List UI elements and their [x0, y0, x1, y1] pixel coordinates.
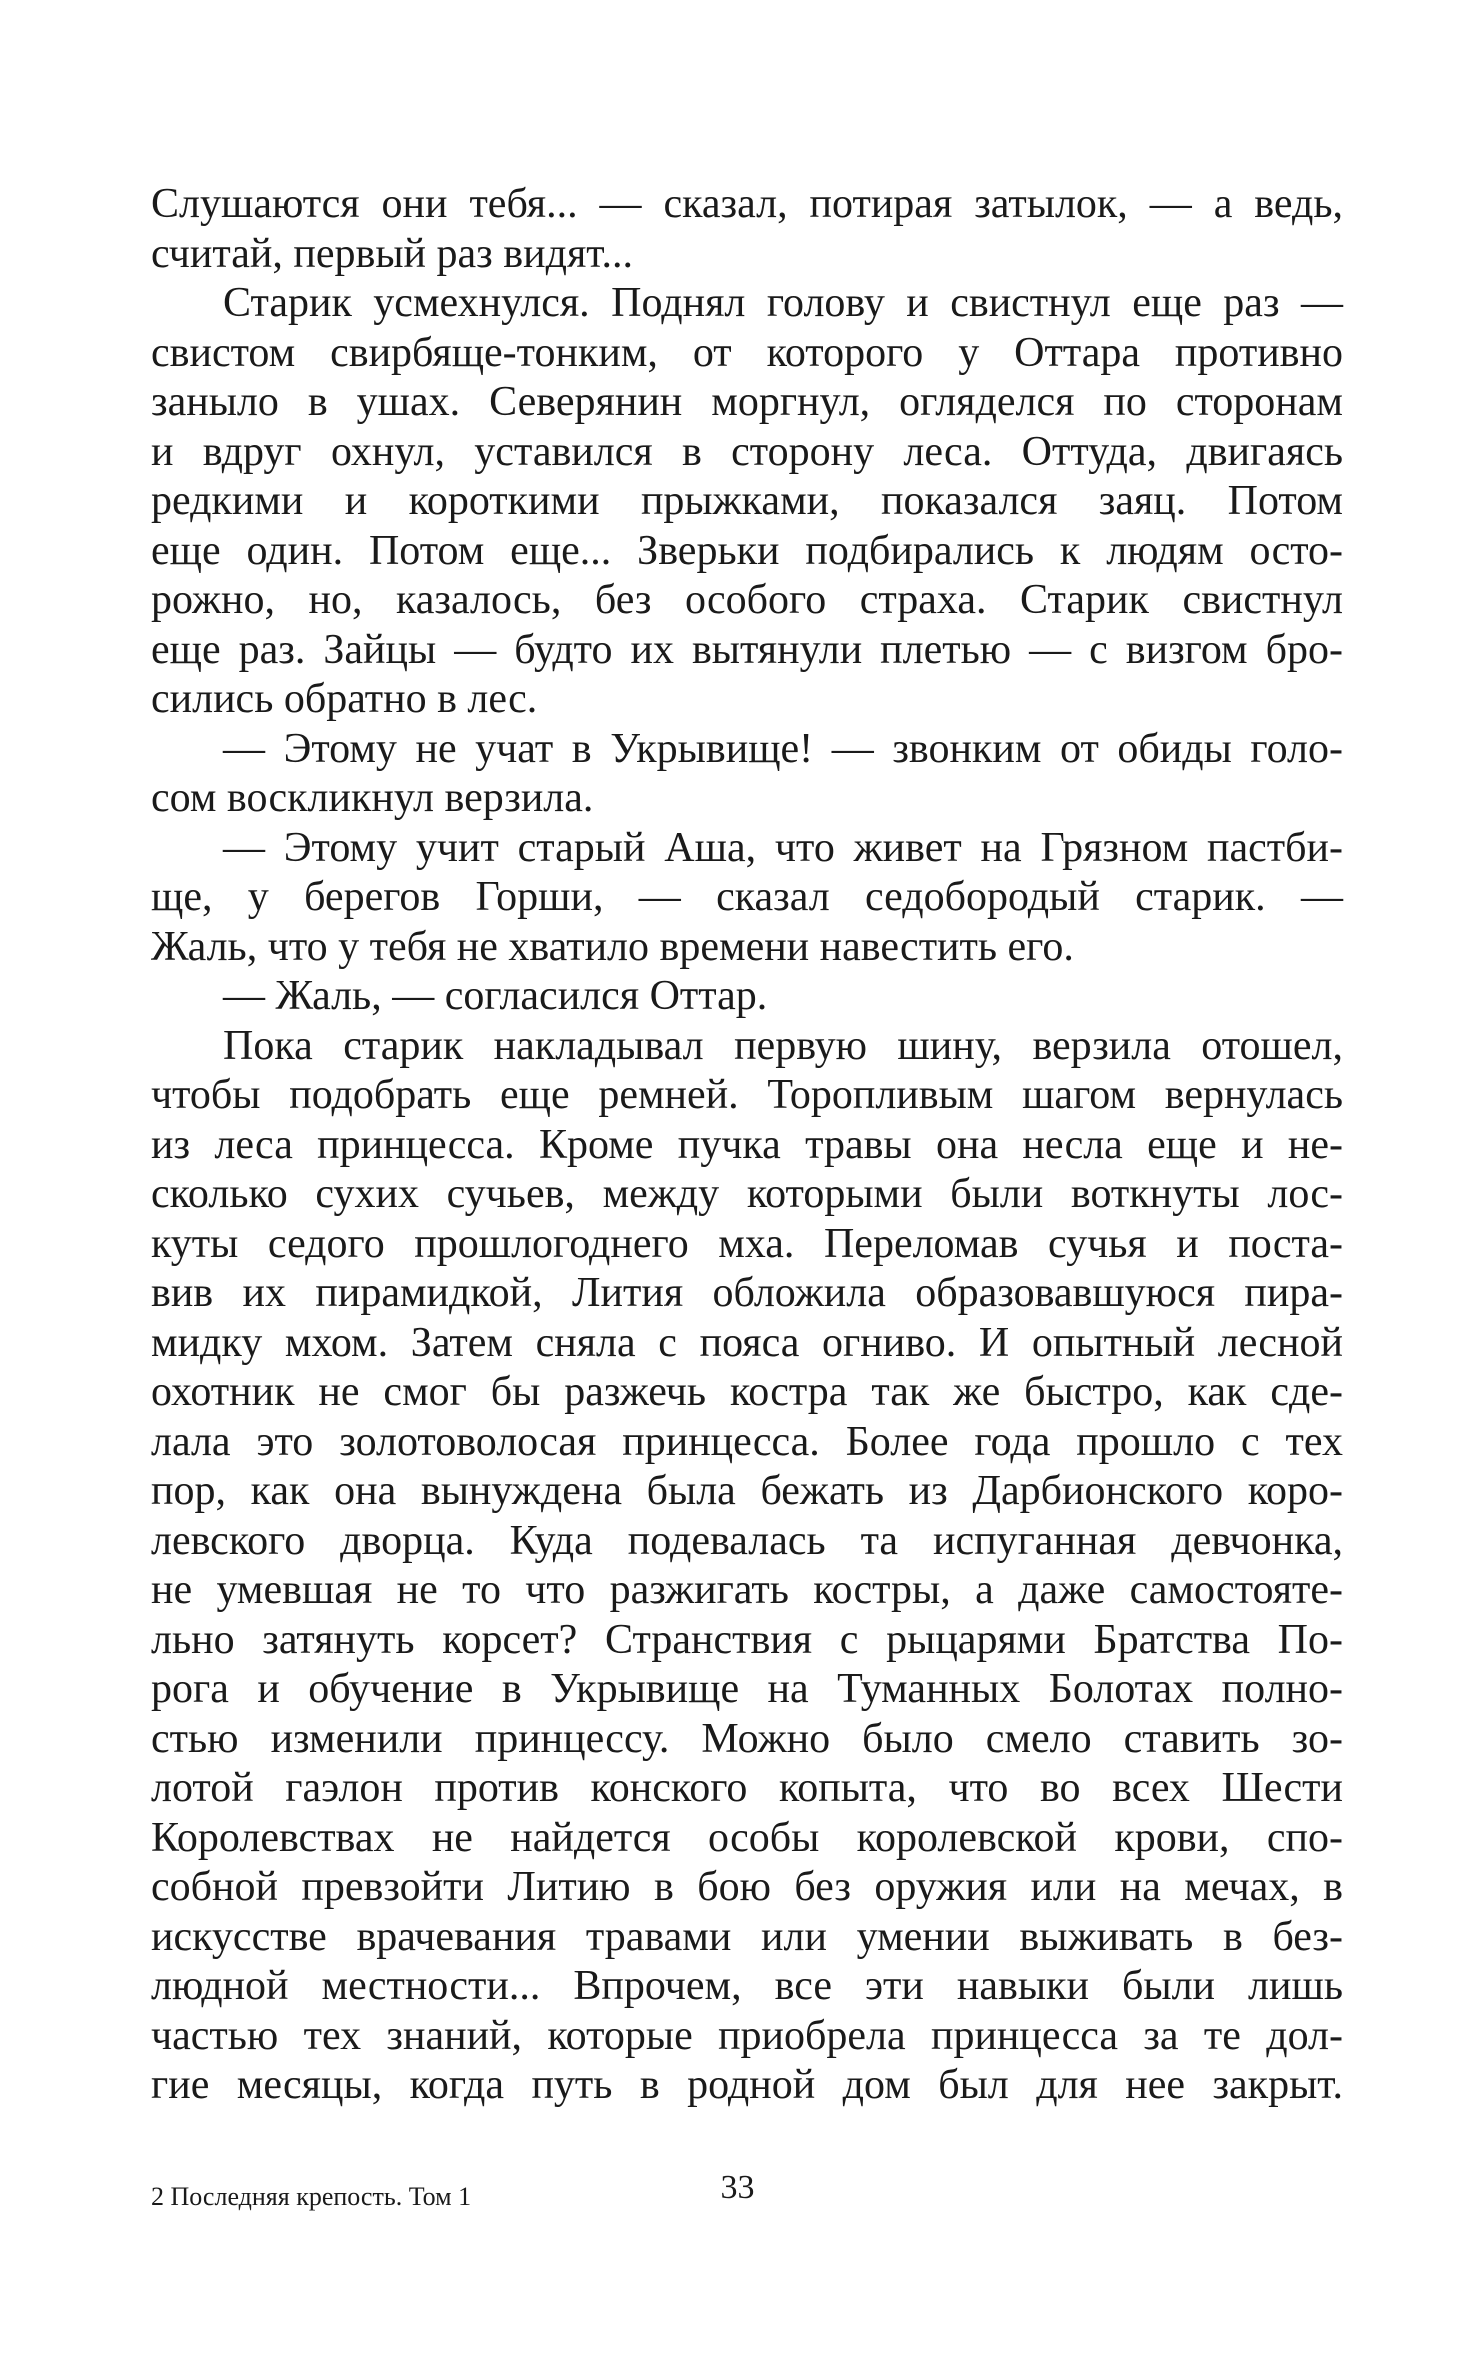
text-line: заныло в ушах. Северянин моргнул, огляделся по сторонам: [151, 379, 1343, 425]
text-line: редкими и короткими прыжками, показался заяц. Потом: [151, 478, 1343, 524]
text-line: еще один. Потом еще... Зверьки подбирались к людям осто-: [151, 527, 1343, 574]
text-line: чтобы подобрать еще ремней. Торопливым шагом вернулась: [151, 1072, 1343, 1118]
text-line: сом воскликнул верзила.: [151, 775, 594, 821]
text-line: из леса принцесса. Кроме пучка травы она несла еще и не-: [151, 1121, 1343, 1168]
text-line: охотник не смог бы разжечь костра так же быстро, как сде-: [151, 1369, 1343, 1415]
body-text: [151, 180, 1343, 2111]
text-line: — Жаль, — согласился Оттар.: [223, 973, 768, 1019]
text-line: льно затянуть корсет? Странствия с рыцарями Братства По-: [151, 1616, 1343, 1663]
text-line: гие месяцы, когда путь в родной дом был для нее закрыт.: [151, 2062, 1343, 2108]
text-line: Старик усмехнулся. Поднял голову и свистнул еще раз —: [223, 280, 1343, 326]
text-line: Слушаются они тебя... — сказал, потирая затылок, — а ведь,: [151, 181, 1343, 227]
text-line: и вдруг охнул, уставился в сторону леса. Оттуда, двигаясь: [151, 428, 1343, 475]
text-line: Пока старик накладывал первую шину, верзила отошел,: [223, 1022, 1343, 1069]
text-line: вив их пирамидкой, Лития обложила образовавшуюся пира-: [151, 1270, 1343, 1316]
text-line: куты седого прошлогоднего мха. Переломав сучья и поста-: [151, 1220, 1343, 1267]
text-line: — Этому не учат в Укрывище! — звонким от обиды голо-: [223, 725, 1343, 772]
text-line: собной превзойти Литию в бою без оружия или на мечах, в: [151, 1864, 1343, 1910]
text-line: сились обратно в лес.: [151, 676, 538, 722]
page-number: 33: [720, 2169, 755, 2206]
text-line: левского дворца. Куда подевалась та испуганная девчонка,: [151, 1517, 1343, 1564]
text-line: Жаль, что у тебя не хватило времени навестить его.: [151, 923, 1074, 970]
text-line: мидку мхом. Затем сняла с пояса огниво. И опытный лесной: [151, 1319, 1343, 1366]
text-line: рожно, но, казалось, без особого страха. Старик свистнул: [151, 577, 1343, 623]
text-line: людной местности... Впрочем, все эти навыки были лишь: [151, 1963, 1343, 2009]
text-line: свистом свирбяще-тонким, от которого у Оттара противно: [151, 329, 1343, 376]
text-line: ще, у берегов Горши, — сказал седобородый старик. —: [151, 874, 1343, 920]
text-line: еще раз. Зайцы — будто их вытянули плетью — с визгом бро-: [151, 626, 1343, 673]
text-line: пор, как она вынуждена была бежать из Дарбионского коро-: [151, 1468, 1343, 1514]
text-line: не умевшая не то что разжигать костры, а даже самостояте-: [151, 1567, 1343, 1613]
text-line: частью тех знаний, которые приобрела принцесса за те дол-: [151, 2012, 1343, 2059]
text-line: Королевствах не найдется особы королевской крови, спо-: [151, 1814, 1343, 1861]
text-line: стью изменили принцессу. Можно было смело ставить зо-: [151, 1715, 1343, 1762]
text-line: рога и обучение в Укрывище на Туманных Болотах полно-: [151, 1666, 1343, 1712]
text-line: лала это золотоволосая принцесса. Более года прошло с тех: [151, 1418, 1343, 1465]
text-line: искусстве врачевания травами или умении выживать в без-: [151, 1913, 1343, 1960]
footer-signature: 2 Последняя крепость. Том 1: [151, 2182, 472, 2211]
text-line: лотой гаэлон против конского копыта, что во всех Шести: [151, 1765, 1343, 1811]
text-line: считай, первый раз видят...: [151, 230, 633, 277]
text-line: сколько сухих сучьев, между которыми были воткнуты лос-: [151, 1171, 1343, 1217]
text-line: — Этому учит старый Аша, что живет на Грязном пастби-: [223, 824, 1343, 871]
